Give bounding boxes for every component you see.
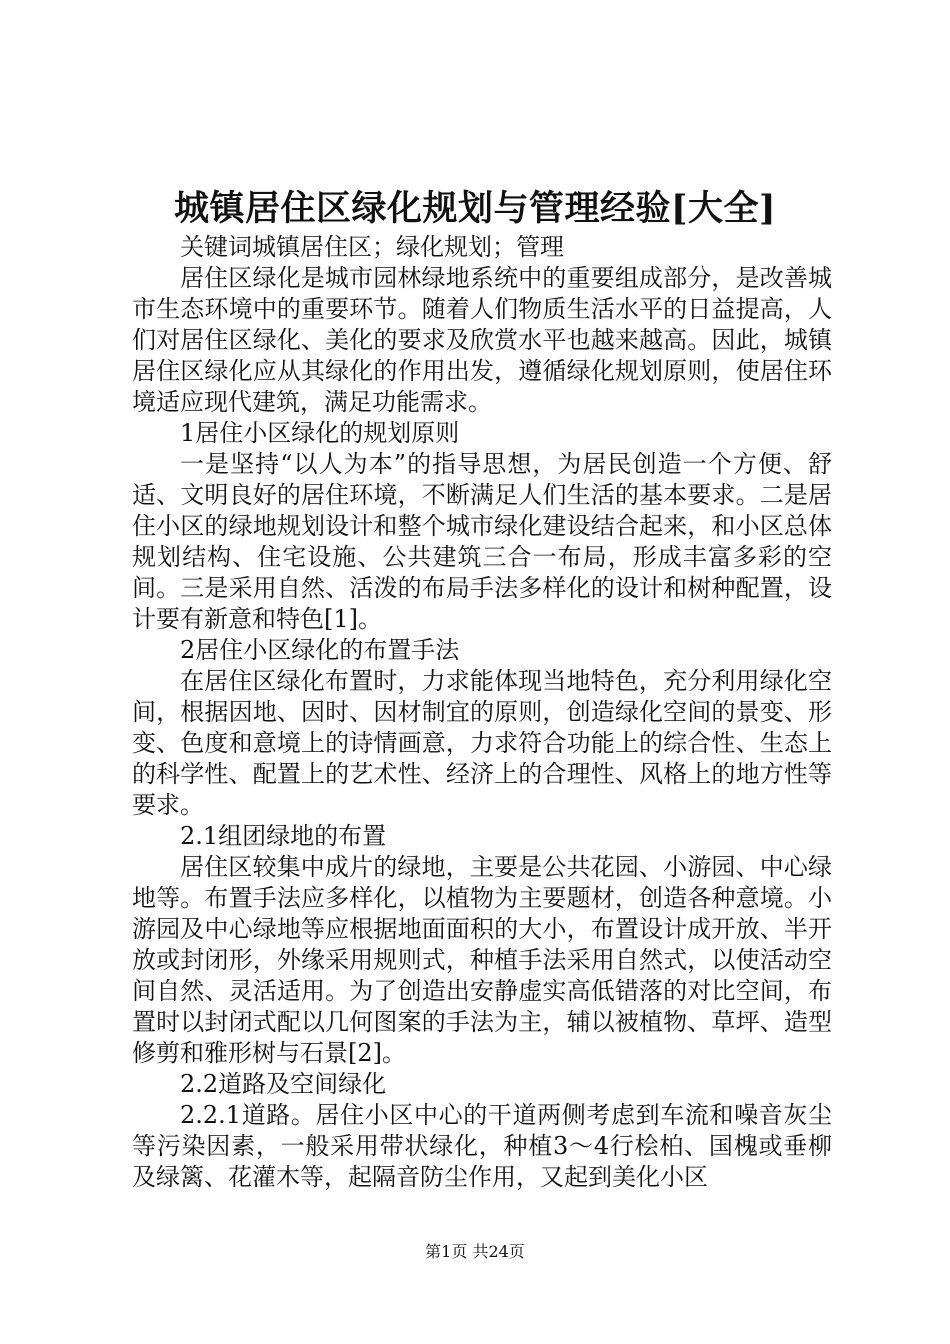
document-body bbox=[132, 232, 832, 1193]
section-1-paragraph: 一是坚持“以人为本”的指导思想，为居民创造一个方便、舒适、文明良好的居住环境，不断满足人们生活的基本要求。二是居住小区的绿地规划设计和整个城市绿化建设结合起来，和小区总体规划结构、住宅设施、公共建筑三合一布局，形成丰富多彩的空间。三是采用自然、活泼的布局手法多样化的设计和树种配置，设计要有新意和特色[1]。 bbox=[132, 450, 832, 633]
section-heading-2-1: 2.1组团绿地的布置 bbox=[180, 822, 387, 850]
section-heading-1: 1居住小区绿化的规划原则 bbox=[180, 419, 460, 447]
section-2-1-paragraph: 居住区较集中成片的绿地，主要是公共花园、小游园、中心绿地等。布置手法应多样化，以植物为主要题材，创造各种意境。小游园及中心绿地等应根据地面面积的大小，布置设计成开放、半开放或封闭形，外缘采用规则式，种植手法采用自然式，以使活动空间自然、灵活适用。为了创造出安静虚实高低错落的对比空间，布置时以封闭式配以几何图案的手法为主，辅以被植物、草坪、造型修剪和雅形树与石景[2]。 bbox=[132, 853, 832, 1067]
page-footer: 第1页 共24页 bbox=[425, 1242, 525, 1261]
section-2-paragraph: 在居住区绿化布置时，力求能体现当地特色，充分利用绿化空间，根据因地、因时、因材制宜的原则，创造绿化空间的景变、形变、色度和意境上的诗情画意，力求符合功能上的综合性、生态上的科学性、配置上的艺术性、经济上的合理性、风格上的地方性等要求。 bbox=[132, 667, 832, 819]
section-2-2-1-paragraph: 2.2.1道路。居住小区中心的干道两侧考虑到车流和噪音灰尘等污染因素，一般采用带状绿化，种植3～4行桧柏、国槐或垂柳及绿篱、花灌木等，起隔音防尘作用，又起到美化小区 bbox=[132, 1101, 832, 1191]
section-heading-2-2: 2.2道路及空间绿化 bbox=[180, 1070, 387, 1098]
intro-paragraph: 居住区绿化是城市园林绿地系统中的重要组成部分，是改善城市生态环境中的重要环节。随着人们物质生活水平的日益提高，人们对居住区绿化、美化的要求及欣赏水平也越来越高。因此，城镇居住区绿化应从其绿化的作用出发，遵循绿化规划原则，使居住环境适应现代建筑，满足功能需求。 bbox=[132, 264, 832, 416]
document-title: 城镇居住区绿化规划与管理经验[大全] bbox=[173, 188, 777, 229]
section-heading-2: 2居住小区绿化的布置手法 bbox=[180, 636, 460, 664]
keywords-line: 关键词城镇居住区；绿化规划；管理 bbox=[180, 233, 564, 261]
